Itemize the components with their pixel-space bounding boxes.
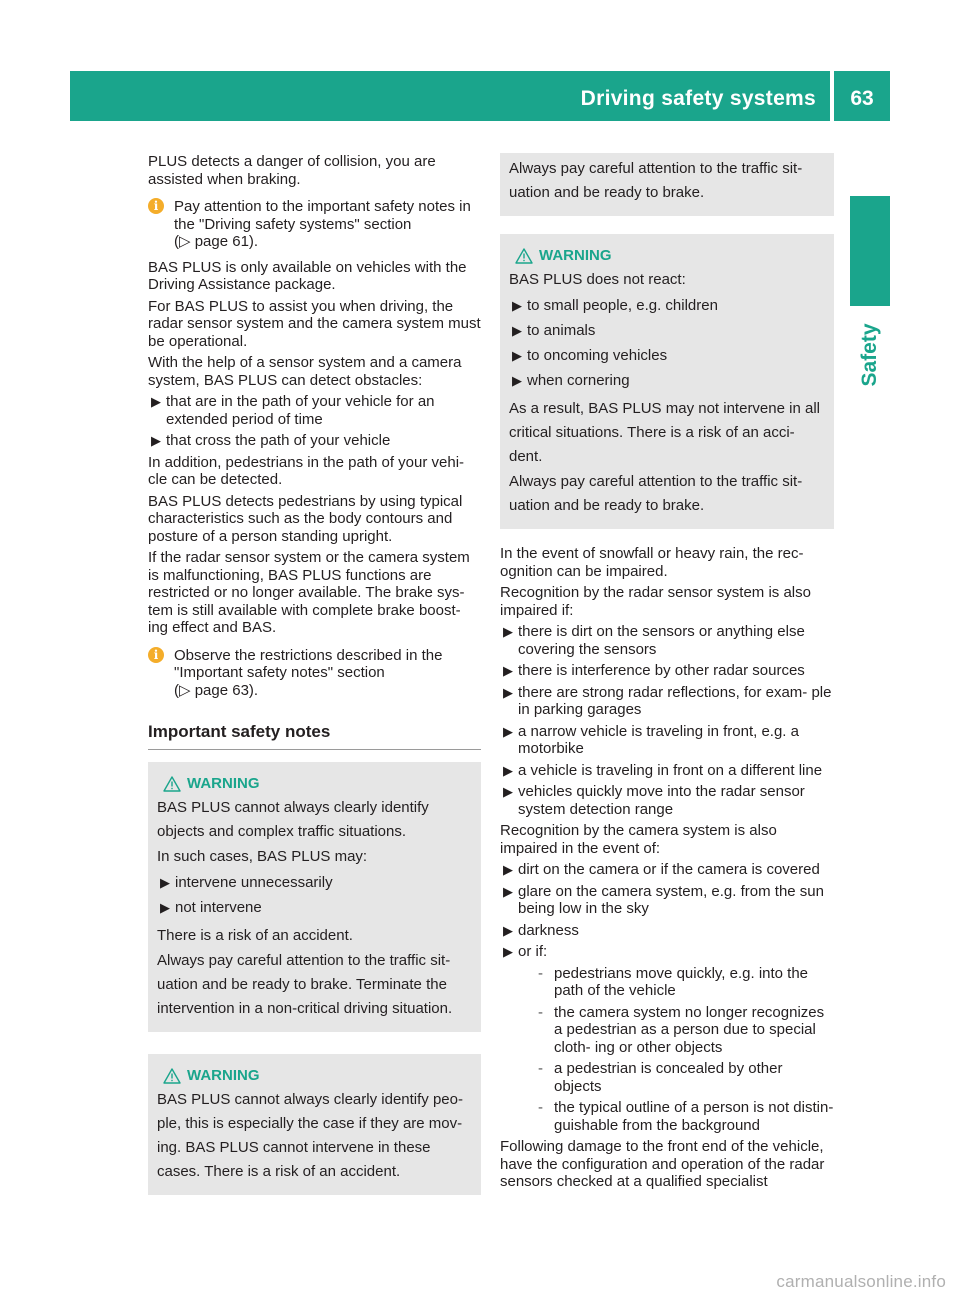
dash-icon: - xyxy=(538,964,543,982)
bullet-icon: ▶ xyxy=(503,922,513,938)
warning-title-text: WARNING xyxy=(187,775,260,792)
list-item-text: to oncoming vehicles xyxy=(527,347,668,364)
list-item-text: a narrow vehicle is traveling in front, e.g. a motorbike xyxy=(518,722,799,757)
bullet-icon: ▶ xyxy=(512,373,522,388)
list-item-text: or if: xyxy=(518,943,548,960)
bullet-icon: ▶ xyxy=(160,875,170,890)
radar-impairment-list xyxy=(500,623,834,818)
paragraph: As a result, BAS PLUS may not intervene in all critical situations. There is a risk of an acci- dent. xyxy=(509,400,820,465)
paragraph: In such cases, BAS PLUS may: xyxy=(157,848,368,865)
list-item xyxy=(500,861,834,879)
list-item xyxy=(148,393,481,428)
camera-impairment-list xyxy=(500,861,834,1134)
list-item-text: intervene unnecessarily xyxy=(175,874,333,891)
bullet-icon: ▶ xyxy=(151,394,161,409)
sub-list-item xyxy=(536,1099,834,1134)
paragraph: BAS PLUS cannot always clearly identify peo- ple, this is especially the case if they are mov- ing. BAS PLUS cannot intervene in these cases. There is a risk of an accident. xyxy=(157,1091,463,1180)
paragraph: There is a risk of an accident. xyxy=(157,927,353,944)
list-item xyxy=(500,922,834,940)
chapter-tab-marker xyxy=(850,196,890,306)
sub-list-item xyxy=(536,1060,834,1095)
info-icon: i xyxy=(148,647,164,663)
bullet-icon: ▶ xyxy=(503,784,513,799)
list-item xyxy=(500,623,834,658)
list-item-text: there is dirt on the sensors or anything else covering the sensors xyxy=(518,623,805,658)
paragraph: BAS PLUS cannot always clearly identify objects and complex traffic situations. xyxy=(157,799,429,840)
warning-title xyxy=(163,772,472,796)
page-section-title: Driving safety systems xyxy=(580,87,816,110)
list-item-text: a pedestrian is concealed by other objects xyxy=(554,1060,783,1095)
bullet-icon: ▶ xyxy=(503,723,513,739)
watermark: carmanualsonline.info xyxy=(776,1272,946,1291)
list-item-text: not intervene xyxy=(175,899,262,916)
list-item-text: to animals xyxy=(527,322,596,339)
list-item xyxy=(509,344,825,368)
sub-list-item xyxy=(536,1004,834,1057)
warning-title-text: WARNING xyxy=(539,247,612,264)
warning-list xyxy=(157,871,472,920)
left-column xyxy=(148,153,481,1195)
page-reference-link[interactable]: (▷ page 61). xyxy=(174,233,259,250)
warning-list xyxy=(509,294,825,393)
paragraph: Following damage to the front end of the vehicle, have the configuration and operation of the radar sensors checked at a qualified specialist xyxy=(500,1138,825,1190)
list-item xyxy=(500,783,834,818)
paragraph: BAS PLUS is only available on vehicles with the Driving Assistance package. xyxy=(148,258,467,293)
chapter-tab-label: Safety xyxy=(858,323,881,387)
list-item-text: there is interference by other radar sources xyxy=(518,662,805,679)
info-note xyxy=(148,647,481,700)
sub-list-item xyxy=(536,965,834,1000)
paragraph: Recognition by the radar sensor system is also impaired if: xyxy=(500,584,811,619)
bullet-icon: ▶ xyxy=(151,433,161,448)
warning-triangle-icon xyxy=(163,1068,181,1084)
paragraph: Always pay careful attention to the traffic sit- uation and be ready to brake. Terminate the intervention in a non-critical driving situation. xyxy=(157,952,453,1017)
warning-title xyxy=(163,1064,472,1088)
right-column xyxy=(500,153,834,1195)
warning-title-text: WARNING xyxy=(187,1067,260,1084)
warning-box xyxy=(148,762,481,1032)
info-note-text: Pay attention to the important safety notes in the "Driving safety systems" section xyxy=(174,198,471,233)
dash-icon: - xyxy=(538,1060,543,1077)
list-item-text: glare on the camera system, e.g. from the sun being low in the sky xyxy=(518,882,824,917)
list-item-text: dirt on the camera or if the camera is covered xyxy=(518,861,820,878)
list-item-text: to small people, e.g. children xyxy=(527,297,718,314)
warning-box xyxy=(148,1054,481,1195)
dash-icon: - xyxy=(538,1003,543,1021)
list-item xyxy=(500,943,834,1134)
warning-triangle-icon xyxy=(515,248,533,264)
list-item-text: there are strong radar reflections, for exam- ple in parking garages xyxy=(518,683,832,718)
list-item xyxy=(157,896,472,920)
paragraph: In the event of snowfall or heavy rain, the rec- ognition can be impaired. xyxy=(500,545,804,580)
bullet-icon: ▶ xyxy=(503,624,513,639)
paragraph: In addition, pedestrians in the path of your vehi- cle can be detected. xyxy=(148,453,465,488)
bullet-icon: ▶ xyxy=(503,944,513,959)
list-item xyxy=(500,762,834,780)
list-item xyxy=(500,883,834,918)
paragraph: Always pay careful attention to the traffic sit- uation and be ready to brake. xyxy=(509,473,803,514)
list-item xyxy=(509,369,825,393)
warning-title xyxy=(515,244,825,268)
bullet-icon: ▶ xyxy=(512,348,522,363)
bullet-icon: ▶ xyxy=(512,298,522,313)
list-item-text: when cornering xyxy=(527,372,630,389)
paragraph: Always pay careful attention to the traffic sit- uation and be ready to brake. xyxy=(509,160,803,201)
bullet-icon: ▶ xyxy=(160,900,170,915)
info-icon: i xyxy=(148,198,164,214)
bullet-icon: ▶ xyxy=(512,323,522,338)
page-reference-link[interactable]: (▷ page 63). xyxy=(174,681,259,699)
bullet-icon: ▶ xyxy=(503,663,513,678)
warning-box xyxy=(500,234,834,529)
list-item-text: pedestrians move quickly, e.g. into the path of the vehicle xyxy=(554,964,809,999)
obstacle-list xyxy=(148,393,481,450)
dash-icon: - xyxy=(538,1099,543,1116)
list-item-text: a vehicle is traveling in front on a different line xyxy=(518,761,823,779)
chapter-tab xyxy=(845,310,895,400)
list-item-text: that are in the path of your vehicle for an extended period of time xyxy=(166,393,435,428)
page-number: 63 xyxy=(850,87,874,110)
bullet-icon: ▶ xyxy=(503,684,513,700)
list-item xyxy=(148,432,481,450)
section-heading: Important safety notes xyxy=(148,721,481,750)
bullet-icon: ▶ xyxy=(503,883,513,899)
list-item xyxy=(509,319,825,343)
sub-list xyxy=(518,965,834,1135)
warning-triangle-icon xyxy=(163,776,181,792)
info-note-text: Observe the restrictions described in the "Important safety notes" section xyxy=(174,646,443,681)
paragraph: BAS PLUS detects pedestrians by using typical characteristics such as the body contours and posture of a person standing upright. xyxy=(148,492,463,545)
paragraph: For BAS PLUS to assist you when driving, the radar sensor system and the camera system must be operational. xyxy=(148,297,481,350)
list-item-text: vehicles quickly move into the radar sensor system detection range xyxy=(518,783,805,818)
paragraph: PLUS detects a danger of collision, you are assisted when braking. xyxy=(148,153,436,188)
list-item-text: the camera system no longer recognizes a pedestrian as a person due to special cloth- ing or other objects xyxy=(554,1003,825,1056)
list-item-text: that cross the path of your vehicle xyxy=(166,432,391,449)
paragraph: With the help of a sensor system and a camera system, BAS PLUS can detect obstacles: xyxy=(148,354,462,389)
paragraph: Recognition by the camera system is also impaired in the event of: xyxy=(500,822,777,857)
note-box xyxy=(500,153,834,216)
bullet-icon: ▶ xyxy=(503,862,513,877)
list-item xyxy=(509,294,825,318)
list-item xyxy=(157,871,472,895)
paragraph: If the radar sensor system or the camera system is malfunctioning, BAS PLUS functions are restricted or no longer available. The brake sys- tem is still available with complete brake boost- ing effect and BAS. xyxy=(148,549,470,636)
bullet-icon: ▶ xyxy=(503,762,513,778)
list-item xyxy=(500,662,834,680)
info-note xyxy=(148,198,481,251)
list-item xyxy=(500,723,834,758)
list-item-text: darkness xyxy=(518,921,579,939)
list-item-text: the typical outline of a person is not distin- guishable from the background xyxy=(554,1099,834,1134)
list-item xyxy=(500,684,834,719)
paragraph: BAS PLUS does not react: xyxy=(509,271,686,288)
